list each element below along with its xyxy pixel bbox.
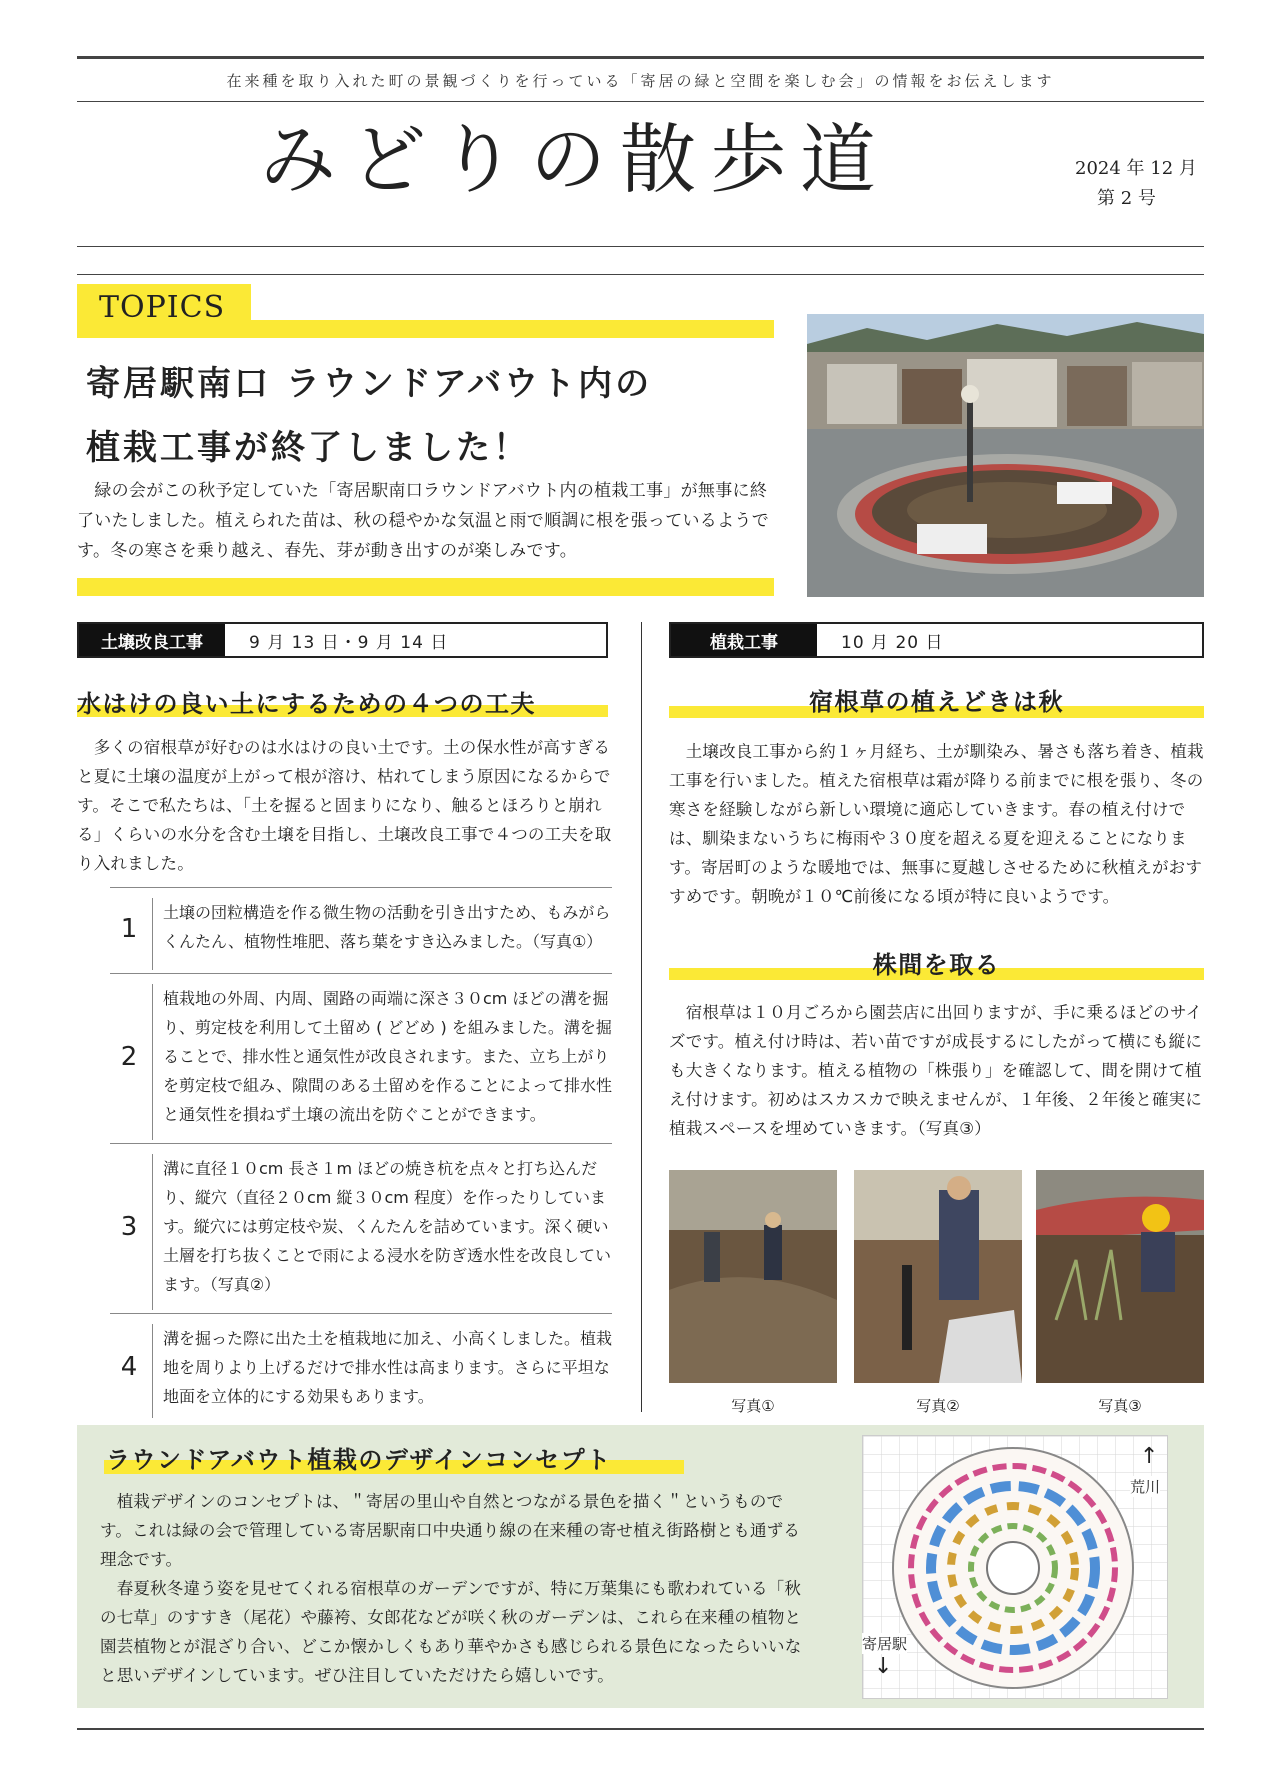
step-number: 2 bbox=[120, 1042, 138, 1072]
concept-heading: ラウンドアバウト植栽のデザインコンセプト bbox=[106, 1446, 612, 1474]
map-north-label: 荒川 bbox=[1130, 1478, 1161, 1496]
roundabout-photo bbox=[807, 314, 1204, 597]
planting-heading-1: 宿根草の植えどきは秋 bbox=[809, 688, 1064, 716]
photo-caption-2: 写真② bbox=[916, 1397, 960, 1415]
soil-heading: 水はけの良い土にするための４つの工夫 bbox=[77, 690, 536, 718]
newsletter-title: みどりの散歩道 bbox=[260, 115, 890, 204]
soil-label: 土壌改良工事 bbox=[79, 624, 225, 656]
soil-step-3 bbox=[110, 1143, 612, 1314]
topics-headline bbox=[86, 352, 652, 480]
step-number: 1 bbox=[120, 914, 138, 944]
map-south-label: 寄居駅 bbox=[862, 1635, 908, 1653]
step-number: 3 bbox=[120, 1212, 138, 1242]
soil-step-1 bbox=[110, 887, 612, 974]
work-photo-2-art bbox=[854, 1170, 1022, 1383]
photo-caption-3: 写真③ bbox=[1098, 1397, 1142, 1415]
topics-tag: TOPICS bbox=[77, 284, 251, 329]
planting-text-2: 宿根草は１０月ごろから園芸店に出回りますが、手に乗るほどのサイズです。植え付け時は、若い苗ですが成長するにしたがって横にも縦にも大きくなります。植える植物の「株張り」を確認して、間を開けて植え付けます。初めはスカスカで映えませんが、１年後、２年後と確実に植栽スペースを埋めていきます。（写真③） bbox=[669, 1003, 1203, 1138]
topics-lead: 緑の会がこの秋予定していた「寄居駅南口ラウンドアバウト内の植栽工事」が無事に終了いたしました。植えられた苗は、秋の穏やかな気温と雨で順調に根を張っているようです。冬の寒さを乗り越え、春先、芽が動き出すのが楽しみです。 bbox=[77, 481, 769, 561]
planting-heading-2: 株間を取る bbox=[872, 951, 1001, 979]
work-photo-3 bbox=[1036, 1170, 1204, 1383]
work-photo-3-art bbox=[1036, 1170, 1204, 1383]
south-arrow-icon: ↓ bbox=[874, 1654, 893, 1679]
headline-line-1: 寄居駅南口 ラウンドアバウト内の bbox=[86, 364, 653, 404]
step-text: 溝に直径１０cm 長さ１m ほどの焼き杭を点々と打ち込んだり、縦穴（直径２０cm 縦３０cm 程度）を作ったりしています。縦穴には剪定枝や炭、くんたんを詰めています。深く硬い土層を打ち抜くことで雨による浸水を防ぎ透水性を改良しています。（写真②） bbox=[152, 1154, 623, 1310]
bottom-rule bbox=[77, 1728, 1204, 1730]
planting-label: 植栽工事 bbox=[671, 624, 817, 656]
top-rule bbox=[77, 56, 1204, 59]
soil-step-2 bbox=[110, 973, 612, 1144]
work-photo-2 bbox=[854, 1170, 1022, 1383]
tagline-rule bbox=[77, 101, 1204, 102]
soil-intro: 多くの宿根草が好むのは水はけの良い土です。土の保水性が高すぎると夏に土壌の温度が上がって根が溶け、枯れてしまう原因になるからです。そこで私たちは、「土を握ると固まりになり、触るとほろりと崩れる」くらいの水分を含む土壌を目指し、土壌改良工事で４つの工夫を取り入れました。 bbox=[77, 738, 612, 873]
planting-date: 10 月 20 日 bbox=[841, 632, 944, 653]
issue-date: 2024 年 12 月 bbox=[1075, 158, 1197, 179]
planting-text-1: 土壌改良工事から約１ヶ月経ち、土が馴染み、暑さも落ち着き、植栽工事を行いました。植えた宿根草は霜が降りる前までに根を張り、冬の寒さを経験しながら新しい環境に適応していきます。春の植え付けでは、馴染まないうちに梅雨や３０度を超える夏を迎えることになります。寄居町のような暖地では、無事に夏越しさせるために秋植えがおすすめです。朝晩が１０℃前後になる頃が特に良いようです。 bbox=[669, 742, 1204, 906]
step-text: 植栽地の外周、内周、園路の両端に深さ３０cm ほどの溝を掘り、剪定枝を利用して土留め ( どどめ ) を組みました。溝を掘ることで、排水性と通気性が改良されます。また、立ち上がりを剪定枝で組み、隙間のある土留めを作ることによって排水性と通気性を損ねず土壌の流出を防ぐことができます。 bbox=[152, 984, 623, 1140]
concept-paragraph-1: 植栽デザインのコンセプトは、＂寄居の里山や自然とつながる景色を描く＂というものです。これは緑の会で管理している寄居駅南口中央通り線の在来種の寄せ植え街路樹とも通ずる理念です。 bbox=[100, 1492, 801, 1569]
planting-plan-map bbox=[862, 1435, 1168, 1699]
topics-lead-bar bbox=[77, 578, 774, 596]
roundabout-photo-art bbox=[807, 314, 1204, 597]
soil-step-4 bbox=[110, 1313, 612, 1414]
north-arrow-icon: ↑ bbox=[1140, 1444, 1159, 1469]
headline-line-2: 植栽工事が終了しました！ bbox=[86, 428, 530, 468]
column-divider bbox=[641, 622, 642, 1412]
step-number: 4 bbox=[120, 1352, 138, 1382]
issue-number: 第 2 号 bbox=[1097, 188, 1156, 209]
work-photo-1-art bbox=[669, 1170, 837, 1383]
planting-plan-art bbox=[863, 1436, 1167, 1698]
planting-section-header bbox=[669, 622, 1204, 658]
masthead-rule-1 bbox=[77, 246, 1204, 247]
step-text: 土壌の団粒構造を作る微生物の活動を引き出すため、もみがらくんたん、植物性堆肥、落ち葉をすき込みました。（写真①） bbox=[152, 898, 623, 970]
work-photo-1 bbox=[669, 1170, 837, 1383]
tagline: 在来種を取り入れた町の景観づくりを行っている「寄居の緑と空間を楽しむ会」の情報をお伝えします bbox=[226, 72, 1055, 90]
soil-date: 9 月 13 日・9 月 14 日 bbox=[249, 632, 449, 653]
step-text: 溝を掘った際に出た土を植栽地に加え、小高くしました。植栽地を周りより上げるだけで排水性は高まります。さらに平坦な地面を立体的にする効果もあります。 bbox=[152, 1324, 623, 1418]
photo-caption-1: 写真① bbox=[731, 1397, 775, 1415]
issue-info bbox=[1075, 154, 1197, 214]
masthead-rule-2 bbox=[77, 274, 1204, 275]
concept-paragraph-2: 春夏秋冬違う姿を見せてくれる宿根草のガーデンですが、特に万葉集にも歌われている「秋の七草」のすすき（尾花）や藤袴、女郎花などが咲く秋のガーデンは、これら在来種の植物と園芸植物とが混ざり合い、どこか懐かしくもあり華やかさも感じられる景色になったらいいなと思いデザインしています。ぜひ注目していただけたら嬉しいです。 bbox=[100, 1579, 802, 1685]
soil-section-header bbox=[77, 622, 608, 658]
